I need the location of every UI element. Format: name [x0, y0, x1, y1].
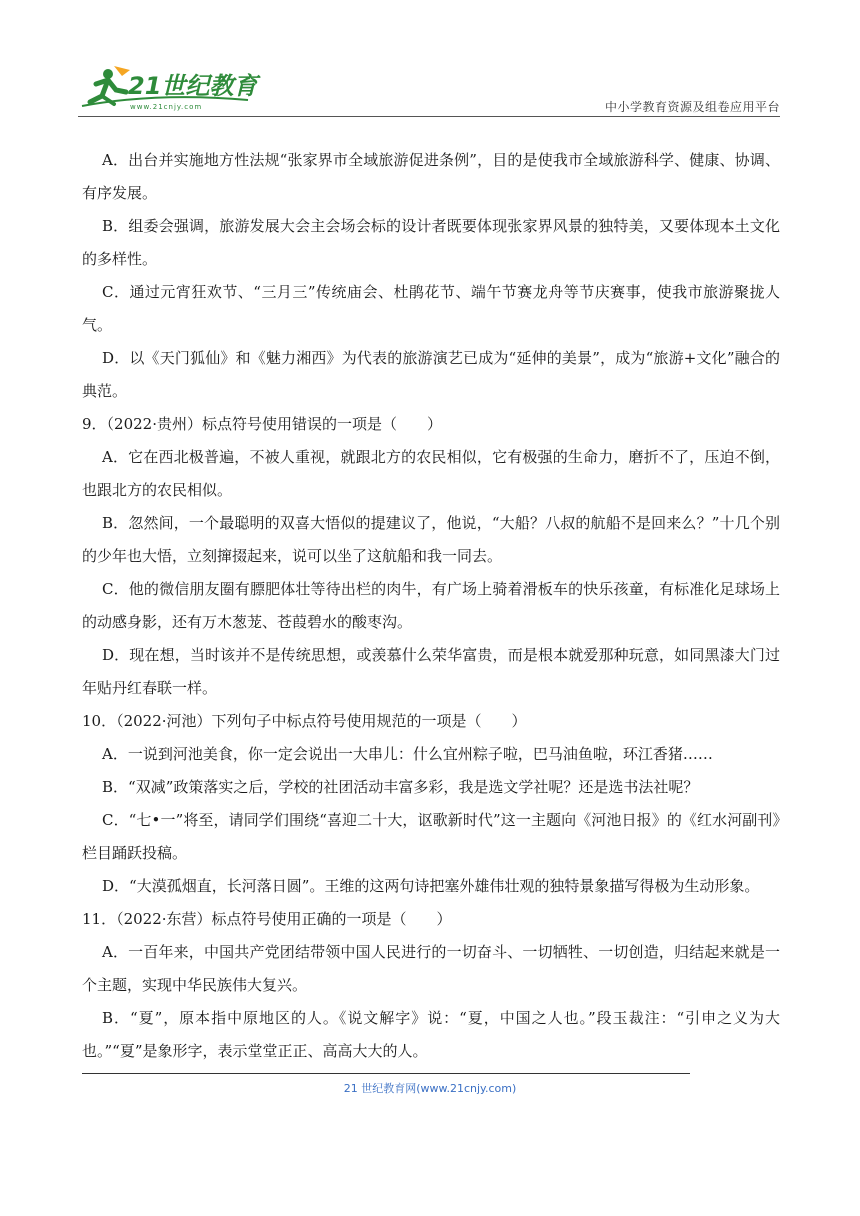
question-stem: 9．（2022·贵州）标点符号使用错误的一项是（ ）: [82, 415, 442, 433]
svg-text:21世纪教育: 21世纪教育: [128, 72, 258, 100]
document-body: [82, 144, 780, 1068]
answer-option: A．出台并实施地方性法规“张家界市全域旅游促进条例”，目的是使我市全域旅游科学、健康、协调、有序发展。: [82, 151, 780, 202]
footer-link[interactable]: 21 世纪教育网(www.21cnjy.com): [343, 1082, 517, 1095]
answer-option: C．通过元宵狂欢节、“三月三”传统庙会、杜鹃花节、端午节赛龙舟等节庆赛事，使我市旅游聚拢人气。: [82, 283, 780, 334]
footer-divider: [82, 1073, 690, 1074]
answer-option: A．一说到河池美食，你一定会说出一大串儿：什么宜州粽子啦，巴马油鱼啦，环江香猪……: [102, 745, 713, 763]
answer-option: C．“七•一”将至，请同学们围绕“喜迎二十大，讴歌新时代”这一主题向《河池日报》的《红水河副刊》栏目踊跃投稿。: [82, 811, 780, 862]
answer-option: B．组委会强调，旅游发展大会主会场会标的设计者既要体现张家界风景的独特美，又要体现本土文化的多样性。: [82, 217, 780, 268]
svg-text:www.21cnjy.com: www.21cnjy.com: [130, 103, 203, 111]
answer-option: B．“双减”政策落实之后，学校的社团活动丰富多彩，我是选文学社呢？还是选书法社呢？: [102, 778, 699, 796]
platform-name: 中小学教育资源及组卷应用平台: [604, 100, 780, 114]
page-footer: [0, 1080, 860, 1096]
answer-option: D．“大漠孤烟直，长河落日圆”。王维的这两句诗把塞外雄伟壮观的独特景象描写得极为生动形象。: [102, 877, 760, 895]
question-stem: 10．（2022·河池）下列句子中标点符号使用规范的一项是（ ）: [82, 712, 527, 730]
question-stem: 11．（2022·东营）标点符号使用正确的一项是（ ）: [82, 910, 452, 928]
answer-option: D．现在想，当时该并不是传统思想，或羡慕什么荣华富贵，而是根本就爱那种玩意，如同黑漆大门过年贴丹红春联一样。: [82, 646, 780, 697]
page-header: [78, 62, 780, 116]
answer-option: D．以《天门狐仙》和《魅力湘西》为代表的旅游演艺已成为“延伸的美景”，成为“旅游+文化”融合的典范。: [82, 349, 780, 400]
answer-option: A．它在西北极普遍，不被人重视，就跟北方的农民相似，它有极强的生命力，磨折不了，压迫不倒，也跟北方的农民相似。: [82, 448, 780, 499]
answer-option: B．“夏”，原本指中原地区的人。《说文解字》说：“夏，中国之人也。”段玉裁注：“引申之义为大也。”“夏”是象形字，表示堂堂正正、高高大大的人。: [82, 1009, 780, 1060]
answer-option: A．一百年来，中国共产党团结带领中国人民进行的一切奋斗、一切牺牲、一切创造，归结起来就是一个主题，实现中华民族伟大复兴。: [82, 943, 780, 994]
answer-option: B．忽然间，一个最聪明的双喜大悟似的提建议了，他说，“大船？八叔的航船不是回来么？”十几个别的少年也大悟，立刻撺掇起来，说可以坐了这航船和我一同去。: [82, 514, 780, 565]
answer-option: C．他的微信朋友圈有膘肥体壮等待出栏的肉牛，有广场上骑着滑板车的快乐孩童，有标准化足球场上的动感身影，还有万木葱茏、苍葭碧水的酸枣沟。: [82, 580, 780, 631]
header-divider: [78, 116, 780, 117]
brand-logo: [78, 62, 278, 114]
